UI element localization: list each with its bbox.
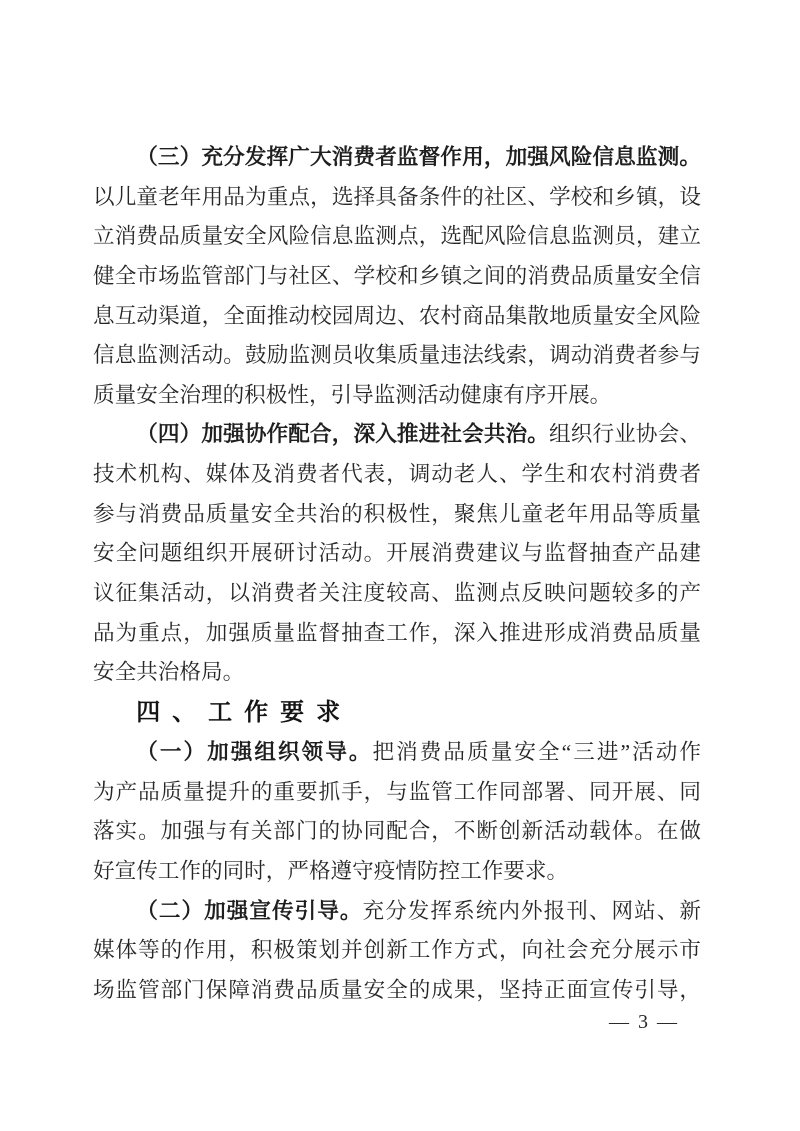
text-line bbox=[93, 892, 701, 932]
text-line bbox=[93, 852, 701, 892]
text-line bbox=[93, 812, 701, 852]
page-number: — 3 — bbox=[609, 1011, 679, 1033]
body-text: 品为重点，加强质量监督抽查工作，深入推进形成消费品质量 bbox=[93, 620, 701, 645]
heading-text: 四、工作要求 bbox=[136, 698, 353, 726]
text-line bbox=[93, 297, 701, 337]
text-line bbox=[93, 217, 701, 257]
text-line bbox=[93, 138, 701, 178]
text-line bbox=[93, 534, 701, 574]
text-line bbox=[93, 931, 701, 971]
body-text: 充分发挥系统内外报刊、网站、新 bbox=[362, 898, 701, 923]
text-line bbox=[93, 376, 701, 416]
text-line bbox=[93, 971, 701, 1011]
body-text: 安全问题组织开展研讨活动。开展消费建议与监督抽查产品建 bbox=[93, 541, 701, 566]
text-line bbox=[93, 574, 701, 614]
body-text: 场监管部门保障消费品质量安全的成果，坚持正面宣传引导， bbox=[93, 977, 701, 1002]
document-body bbox=[93, 138, 701, 1010]
text-line bbox=[93, 257, 701, 297]
body-text: 落实。加强与有关部门的协同配合，不断创新活动载体。在做 bbox=[93, 819, 701, 844]
body-text: 把消费品质量安全“三进”活动作 bbox=[372, 739, 701, 764]
body-text: 健全市场监管部门与社区、学校和乡镇之间的消费品质量安全信 bbox=[93, 263, 701, 288]
body-text: 议征集活动，以消费者关注度较高、监测点反映问题较多的产 bbox=[93, 581, 701, 606]
body-text: 参与消费品质量安全共治的积极性，聚焦儿童老年用品等质量 bbox=[93, 501, 701, 526]
text-line bbox=[93, 178, 701, 218]
body-text: 好宣传工作的同时，严格遵守疫情防控工作要求。 bbox=[93, 858, 569, 883]
text-line bbox=[93, 614, 701, 654]
body-text: 组织行业协会、 bbox=[549, 422, 701, 447]
body-text: 安全共治格局。 bbox=[93, 660, 245, 685]
body-text: 为产品质量提升的重要抓手，与监管工作同部署、同开展、同 bbox=[93, 779, 701, 804]
text-line bbox=[93, 415, 701, 455]
text-line bbox=[93, 653, 701, 693]
text-line bbox=[93, 733, 701, 773]
paragraph-lead-text: （四）加强协作配合，深入推进社会共治。 bbox=[136, 422, 550, 447]
body-text: 以儿童老年用品为重点，选择具备条件的社区、学校和乡镇，设 bbox=[93, 184, 701, 209]
body-text: 质量安全治理的积极性，引导监测活动健康有序开展。 bbox=[93, 382, 612, 407]
text-line bbox=[93, 336, 701, 376]
text-line bbox=[93, 495, 701, 535]
body-text: 信息监测活动。鼓励监测员收集质量违法线索，调动消费者参与 bbox=[93, 343, 701, 368]
body-text: 媒体等的作用，积极策划并创新工作方式，向社会充分展示市 bbox=[93, 938, 701, 963]
section-heading bbox=[93, 693, 701, 733]
body-text: 立消费品质量安全风险信息监测点，选配风险信息监测员，建立 bbox=[93, 224, 701, 249]
body-text: 息互动渠道，全面推动校园周边、农村商品集散地质量安全风险 bbox=[93, 303, 701, 328]
paragraph-lead-text: （一）加强组织领导。 bbox=[136, 739, 373, 764]
text-line bbox=[93, 773, 701, 813]
paragraph-lead-text: （二）加强宣传引导。 bbox=[136, 898, 363, 923]
paragraph-lead-text: （三）充分发挥广大消费者监督作用，加强风险信息监测。 bbox=[136, 145, 701, 169]
text-line bbox=[93, 455, 701, 495]
body-text: 技术机构、媒体及消费者代表，调动老人、学生和农村消费者 bbox=[93, 462, 701, 487]
